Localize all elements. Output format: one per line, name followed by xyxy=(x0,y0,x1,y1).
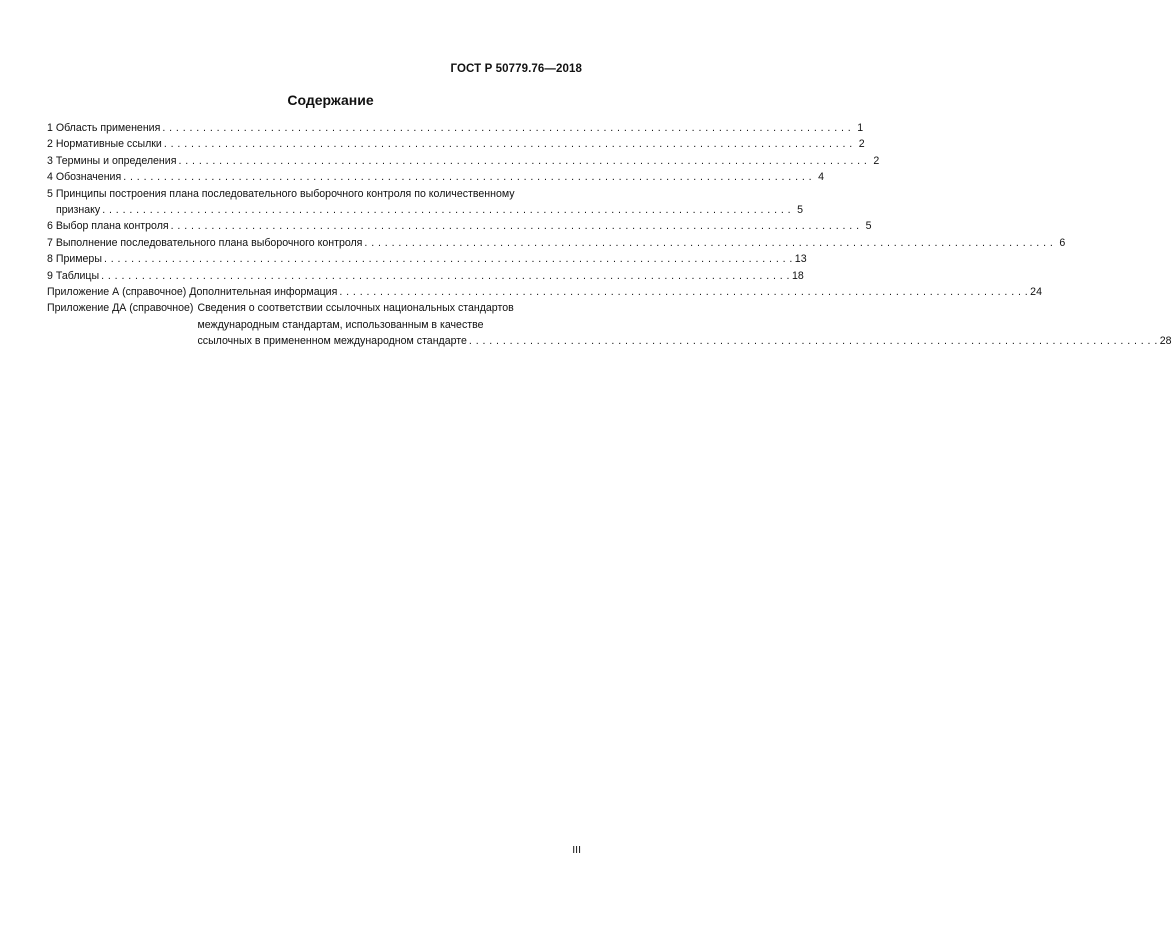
toc-entry-page: 6 xyxy=(1059,236,1066,249)
toc-entry-5[interactable] xyxy=(47,186,804,219)
document-code: ГОСТ Р 50779.76—2018 xyxy=(450,63,582,75)
toc-entry-label-cont: международным стандартам, использованным в качестве xyxy=(197,318,484,331)
toc-entry-1[interactable] xyxy=(47,120,864,136)
toc-entry-page: 28 xyxy=(1159,335,1172,348)
toc-entry-page: 2 xyxy=(858,138,865,151)
toc-entry-page: 2 xyxy=(873,154,880,167)
toc-leader xyxy=(171,218,860,234)
toc-entry-6[interactable] xyxy=(47,218,872,234)
toc-entry-label: Сведения о соответствии ссылочных национальных стандартов xyxy=(197,302,514,315)
toc-leader xyxy=(178,153,867,169)
toc-leader xyxy=(469,333,1158,349)
toc-leader xyxy=(164,136,853,152)
toc-entry-label: 4 Обозначения xyxy=(47,171,122,184)
page-number: III xyxy=(572,844,581,856)
toc-entry-label: 2 Нормативные ссылки xyxy=(47,138,162,151)
toc-entry-3[interactable] xyxy=(47,153,880,169)
toc-entry-label-cont: признаку xyxy=(56,204,101,217)
toc-entry-label: 7 Выполнение последовательного плана выборочного контроля xyxy=(47,236,363,249)
toc-entry-page: 18 xyxy=(791,269,804,282)
toc-entry-label: Приложение А (справочное) Дополнительная информация xyxy=(47,286,338,299)
toc-entry-label: 5 Принципы построения плана последовательного выборочного контроля по количественному xyxy=(47,187,515,200)
toc-leader xyxy=(339,284,1028,300)
toc-entry-7[interactable] xyxy=(47,235,1066,251)
toc-leader xyxy=(364,235,1053,251)
toc-entry-page: 5 xyxy=(865,220,872,233)
toc-entry-page: 5 xyxy=(797,204,804,217)
toc-entry-label: 8 Примеры xyxy=(47,253,102,266)
toc-entry-label: 6 Выбор плана контроля xyxy=(47,220,169,233)
toc-entry-9[interactable] xyxy=(47,268,804,284)
toc-title: Содержание xyxy=(287,92,374,108)
toc-entry-label: 9 Таблицы xyxy=(47,269,100,282)
toc-leader xyxy=(101,268,790,284)
toc-entry-appendix-a[interactable] xyxy=(47,284,1042,300)
table-of-contents xyxy=(47,120,1172,350)
toc-entry-page: 13 xyxy=(794,253,807,266)
toc-entry-2[interactable] xyxy=(47,136,865,152)
toc-entry-page: 1 xyxy=(857,122,864,134)
toc-leader xyxy=(102,202,791,218)
toc-leader xyxy=(104,251,793,267)
toc-entry-label: 3 Термины и определения xyxy=(47,154,177,167)
toc-leader xyxy=(123,169,812,185)
toc-entry-label: 1 Область применения xyxy=(47,122,161,134)
toc-entry-appendix-da[interactable] xyxy=(47,300,1172,349)
toc-entry-page: 4 xyxy=(818,171,825,184)
toc-entry-appendix-head: Приложение ДА (справочное) xyxy=(47,302,194,315)
toc-entry-4[interactable] xyxy=(47,169,825,185)
toc-entry-8[interactable] xyxy=(47,251,807,267)
toc-leader xyxy=(162,120,851,136)
toc-entry-page: 24 xyxy=(1030,286,1042,299)
toc-entry-label-cont: ссылочных в примененном международном стандарте xyxy=(197,335,467,348)
